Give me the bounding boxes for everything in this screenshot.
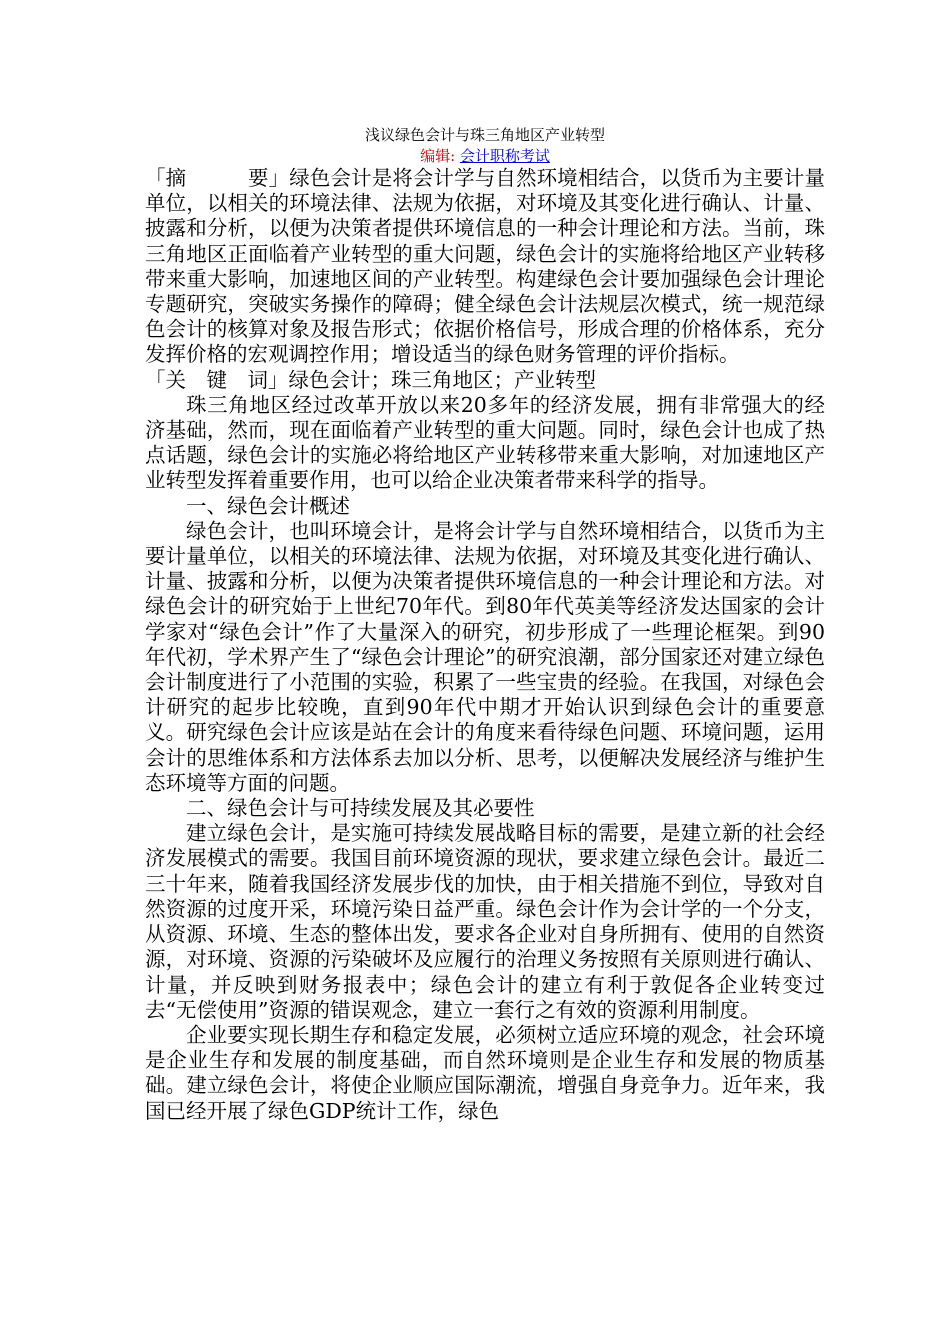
section-heading-2: 二、绿色会计与可持续发展及其必要性 [186,796,535,821]
intro-paragraph: 珠三角地区经过改革开放以来20多年的经济发展，拥有非常强大的经济基础，然而，现在面临着产业转型的重大问题。同时，绿色会计也成了热点话题，绿色会计的实施必将给地区产业转移带来重大影响，对加速地区产业转型发挥着重要作用，也可以给企业决策者带来科学的指导。 [145,392,825,493]
editor-line [145,146,825,166]
abstract-paragraph: 「摘 要」绿色会计是将会计学与自然环境相结合，以货币为主要计量单位，以相关的环境法律、法规为依据，对环境及其变化进行确认、计量、披露和分析，以便为决策者提供环境信息的一种会计理论和方法。当前，珠三角地区正面临着产业转型的重大问题，绿色会计的实施将给地区产业转移带来重大影响，加速地区间的产业转型。构建绿色会计要加强绿色会计理论专题研究，突破实务操作的障碍；健全绿色会计法规层次模式，统一规范绿色会计的核算对象及报告形式；依据价格信号，形成合理的价格体系，充分发挥价格的宏观调控作用；增设适当的绿色财务管理的评价指标。 [145,166,825,367]
editor-link[interactable]: 会计职称考试 [459,147,550,165]
body-paragraph: 企业要实现长期生存和稳定发展，必须树立适应环境的观念，社会环境是企业生存和发展的制度基础，而自然环境则是企业生存和发展的物质基础。建立绿色会计，将使企业顺应国际潮流，增强自身竞争力。近年来，我国已经开展了绿色GDP统计工作，绿色 [145,1022,825,1123]
body-paragraph: 绿色会计，也叫环境会计，是将会计学与自然环境相结合，以货币为主要计量单位，以相关的环境法律、法规为依据，对环境及其变化进行确认、计量、披露和分析，以便为决策者提供环境信息的一种会计理论和方法。对绿色会计的研究始于上世纪70年代。到80年代英美等经济发达国家的会计学家对“绿色会计”作了大量深入的研究，初步形成了一些理论框架。到90年代初，学术界产生了“绿色会计理论”的研究浪潮，部分国家还对建立绿色会计制度进行了小范围的实验，积累了一些宝贵的经验。在我国，对绿色会计研究的起步比较晚，直到90年代中期才开始认识到绿色会计的重要意义。研究绿色会计应该是站在会计的角度来看待绿色问题、环境问题，运用会计的思维体系和方法体系去加以分析、思考，以便解决发展经济与维护生态环境等方面的问题。 [145,518,825,795]
document-page [145,124,825,1124]
body-paragraph: 建立绿色会计，是实施可持续发展战略目标的需要，是建立新的社会经济发展模式的需要。我国目前环境资源的现状，要求建立绿色会计。最近二三十年来，随着我国经济发展步伐的加快，由于相关措施不到位，导致对自然资源的过度开采，环境污染日益严重。绿色会计作为会计学的一个分支，从资源、环境、生态的整体出发，要求各企业对自身所拥有、使用的自然资源，对环境、资源的污染破坏及应履行的治理义务按照有关原则进行确认、计量，并反映到财务报表中；绿色会计的建立有利于敦促各企业转变过去“无偿使用”资源的错误观念，建立一套行之有效的资源利用制度。 [145,821,825,1022]
keywords-paragraph: 「关 键 词」绿色会计；珠三角地区；产业转型 [145,367,596,392]
editor-label: 编辑: [420,147,460,165]
section-heading-1: 一、绿色会计概述 [186,493,350,518]
document-title: 浅议绿色会计与珠三角地区产业转型 [364,126,605,144]
